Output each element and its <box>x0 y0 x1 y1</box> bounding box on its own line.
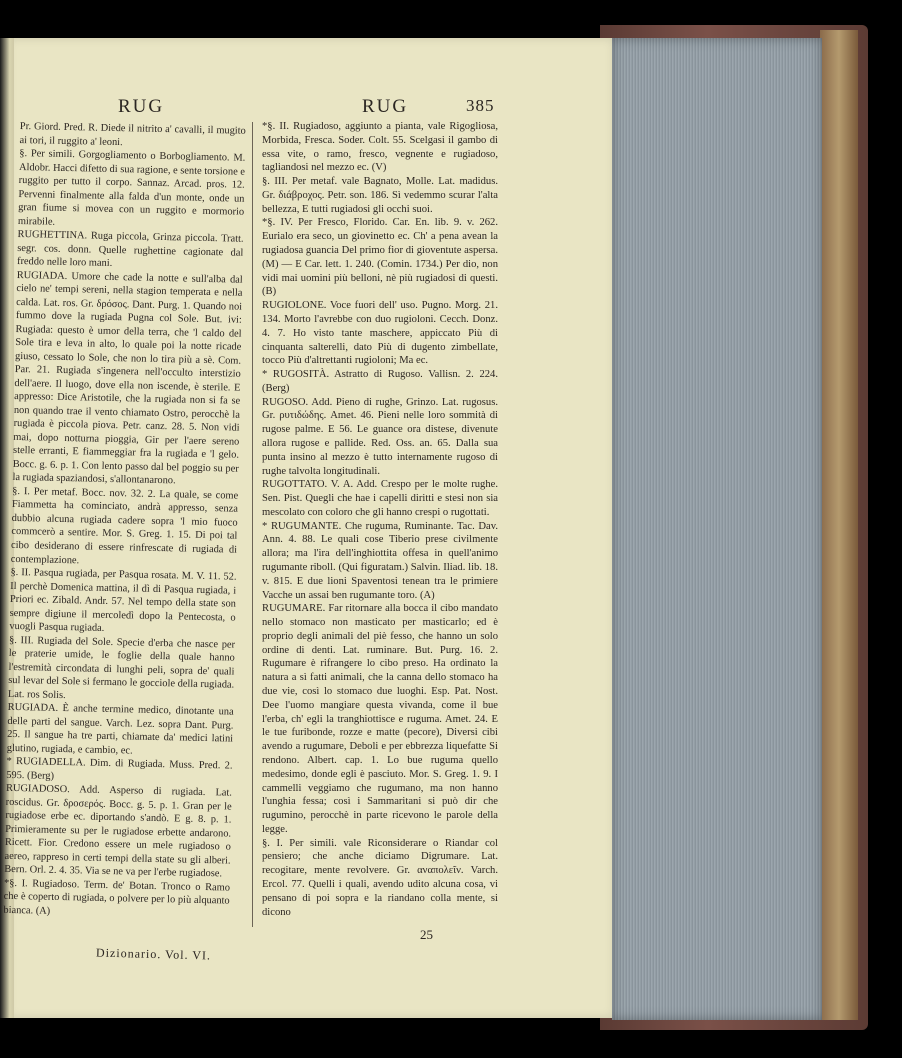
right-column <box>262 120 498 919</box>
entry-paragraph: RUGUMARE. Far ritornare alla bocca il cibo mandato nello stomaco non masticato per masticarlo; ed è proprio degli animali del piè fesso, che hanno un solo ordine di denti. Lat. ruminare. But. Purg. 16. 2. Rugumare è rifrangere lo cibo preso. Ha ordinato la natura a sì fatti animali, che la canna dello stomaco ha due vie, così lo stomaco due luoghi. Esp. Pat. Nost. Dee l'uomo mangiare questa vivanda, come il bue l'erba, ch' egli la tranghiottisce e ruguma. Amet. 24. E le tue furibonde, rozze e matte (pecore), Diversi cibi avendo a rugumare, Deboli e per ebbrezza liquefatte Si rendono. Albert. cap. 1. Lo bue ruguma quello medesimo, donde egli è pasciuto. Mor. S. Greg. 1. 9. I cammelli veggiamo che rugumano, ma non hanno l'unghia fessa; così i Sammaritani si può dir che rugumino, perocchè in parte ricevono le parole della legge. <box>262 603 498 835</box>
page-block-edges <box>612 38 822 1020</box>
entry-paragraph: *§. I. Rugiadoso. Term. de' Botan. Tronco o Ramo che è coperto di rugiada, o polvere per lo più alquanto bianca. (A) <box>3 877 231 917</box>
entry-paragraph: §. I. Per metaf. Bocc. nov. 32. 2. La quale, se come Fiammetta ha cominciato, andrà appresso, senza dubbio alcuna rugiada cadere sopra 'l mio fuoco commcerò a sentire. Mor. S. Greg. 1. 15. Di poi tal cibo desiderano di essere rinfrescate di rugiada di contemplazione. <box>10 485 239 566</box>
entry-paragraph: *§. IV. Per Fresco, Florido. Car. En. lib. 9. v. 262. Eurialo era seco, un giovinetto ec. Ch' a pena avean la rugiadosa guancia Del primo fior di gioventute aspersa. (M) — E Car. lett. 1. 240. (Comin. 1734.) Per dio, non vidi mai uomini più belloni, nè più rugiadosi di questi. (B) <box>262 217 498 298</box>
entry-paragraph: §. Per simili. Gorgogliamento o Borbogliamento. M. Aldobr. Hacci difetto di sua ragione, e sente torsione e ruggito per tutto il corpo. Sannaz. Arcad. pros. 12. Pervenni finalmente alla falda d'un monte, onde un gran fiume si movea con un ruggito e mormorio mirabile. <box>17 148 246 228</box>
entry-paragraph: * RUGUMANTE. Che ruguma, Ruminante. Tac. Dav. Ann. 4. 88. Le quali cose Tiberio prese civilmente allora; ma l'ira dell'inghiottita offesa in quell'animo rugumante riboll. (Qui figuratam.) Salvin. Iliad. lib. 18. v. 815. E due lioni Spaventosi tenean tra le primiere Vacche un assai ben rugumante toro. (A) <box>262 520 498 601</box>
entry-paragraph: RUGIADA. È anche termine medico, dinotante una delle parti del sangue. Varch. Lez. sopra Dant. Purg. 25. Il sangue ha tre parti, chiamate da' medici latini glutino, rugiada, e cambio, ec. <box>6 702 234 757</box>
page-number: 385 <box>466 96 495 115</box>
entry-paragraph: §. II. Pasqua rugiada, per Pasqua rosata. M. V. 11. 52. Il perchè Domenica mattina, il dì di Pasqua rugiada, i Priori ec. Zibald. Andr. 57. Nel tempo della state son sempre digiune il mercoledì dopo la Pentecosta, o vuogli Pasqua rugiada. <box>9 566 237 634</box>
entry-paragraph: §. III. Per metaf. vale Bagnato, Molle. Lat. madidus. Gr. διάβροχος. Petr. son. 186. Sì vedemmo scurar l'alta bellezza, E tutti rugiadosi gli occhi suoi. <box>262 176 498 215</box>
entry-paragraph: RUGIOLONE. Voce fuori dell' uso. Pugno. Morg. 21. 134. Morto l'avrebbe con duo rugioloni. Cecch. Donz. 4. 7. Ho visto tante maschere, appiccato Più di cinquanta salterelli, dato Più di dugento zimbellate, tocco Più d'altrettanti rugioloni; Ma ec. <box>262 300 498 367</box>
entry-paragraph: *§. II. Rugiadoso, aggiunto a pianta, vale Rigogliosa, Morbida, Fresca. Soder. Colt. 55. Scelgasi il gambo di essa vite, o ramo, fresco, vegnente e rugiadoso, tagliandosi nel mezzo ec. (V) <box>262 121 498 174</box>
running-head-left: RUG <box>118 96 165 117</box>
entry-paragraph: §. I. Per simili. vale Riconsiderare o Riandar col pensiero; che anche diciamo Digrumare. Lat. recogitare, mente revolvere. Gr. αναπολεῖν. Varch. Ercol. 77. Quelli i quali, avendo udito alcuna cosa, vi pensano di poi sopra e la riandano colla mente, si dicono <box>262 837 498 918</box>
entry-paragraph: §. III. Rugiada del Sole. Specie d'erba che nasce per le praterie umide, le foglie della quale hanno l'estremità circondata di lunghi peli, sopra de' quali sul levar del Sole si fermano le gocciole della rugiada. Lat. ros Solis. <box>7 634 236 701</box>
entry-paragraph: Pr. Giord. Pred. R. Diede il nitrito a' cavalli, il mugito ai tori, il ruggito a' leoni. <box>19 120 246 148</box>
running-head-center: RUG <box>362 96 409 117</box>
entry-paragraph: RUGIADOSO. Add. Asperso di rugiada. Lat. roscidus. Gr. δροσερός. Bocc. g. 5. p. 1. Gran per le rugiadose erbe ec. diportando s'andò. E g. 8. p. 1. Primieramente su per le rugiadose erbette andarono. Ricett. Fior. Credono essere un mele rugiadoso o aereo, rappreso in certi tempi della state su gli alberi. Bern. Orl. 2. 4. 35. Via se ne va per l'erbe rugiadose. <box>4 783 233 880</box>
entry-paragraph: * RUGOSITÀ. Astratto di Rugoso. Vallisn. 2. 224. (Berg) <box>262 369 498 394</box>
entry-paragraph: RUGIADA. Umore che cade la notte e sull'alba dal cielo ne' tempi sereni, nella stagion temperata e nella calda. Lat. ros. Gr. δρόσος. Dant. Purg. 1. Quando noi fummo dove la rugiada Pugna col Sole. But. ivi: Rugiada: questo è umor della terra, che 'l caldo del Sole tira e leva in alto, lo quale poi la notte ricade giuso, cessato lo Sole, che non lo tira più a sè. Com. Par. 21. Rugiada s'ingenera nell'occulto interstizio dell'aere. Il luogo, dove ella non iscende, è sterile. E appresso: Dice Aristotile, che la rugiada non si fa se non quando trae il vento chiamato Ostro, perocchè la rugiada è piccola piova. Petr. canz. 28. 5. Non vidi mai, dopo notturna pioggia, Gir per l'aere sereno stelle erranti, E fiammeggiar fra la rugiada e 'l gelo. Bocc. g. 6. p. 1. Con lento passo dal bel poggio su per la rugiada spaziandosi, s'allontanarono. <box>12 269 243 487</box>
entry-paragraph: * RUGIADELLA. Dim. di Rugiada. Muss. Pred. 2. 595. (Berg) <box>6 756 233 782</box>
entry-paragraph: RUGOTTATO. V. A. Add. Crespo per le molte rughe. Sen. Pist. Quegli che hae i capelli diritti e stesi non sia mescolato con coloro che gli hanno crespi o rugottati. <box>262 479 498 518</box>
entry-paragraph: RUGHETTINA. Ruga piccola, Grinza piccola. Tratt. segr. cos. donn. Quelle rughettine cagionate dal freddo nelle loro mani. <box>16 229 244 270</box>
volume-footer: Dizionario. Vol. VI. <box>95 945 212 963</box>
book-cover-edge <box>820 30 858 1020</box>
left-column <box>3 120 246 922</box>
column-divider <box>252 122 253 927</box>
signature-mark: 25 <box>420 927 433 942</box>
entry-paragraph: RUGOSO. Add. Pieno di rughe, Grinzo. Lat. rugosus. Gr. ρυτιδώδης. Amet. 46. Pieni nelle loro sommità di rugose palme. E 56. Le guance ora distese, divenute allora rugose e pallide. Red. Oss. an. 65. Dalla sua punta insino al mezzo è tutto internamente rugoso di rughe talvolta longitudinali. <box>262 396 498 477</box>
